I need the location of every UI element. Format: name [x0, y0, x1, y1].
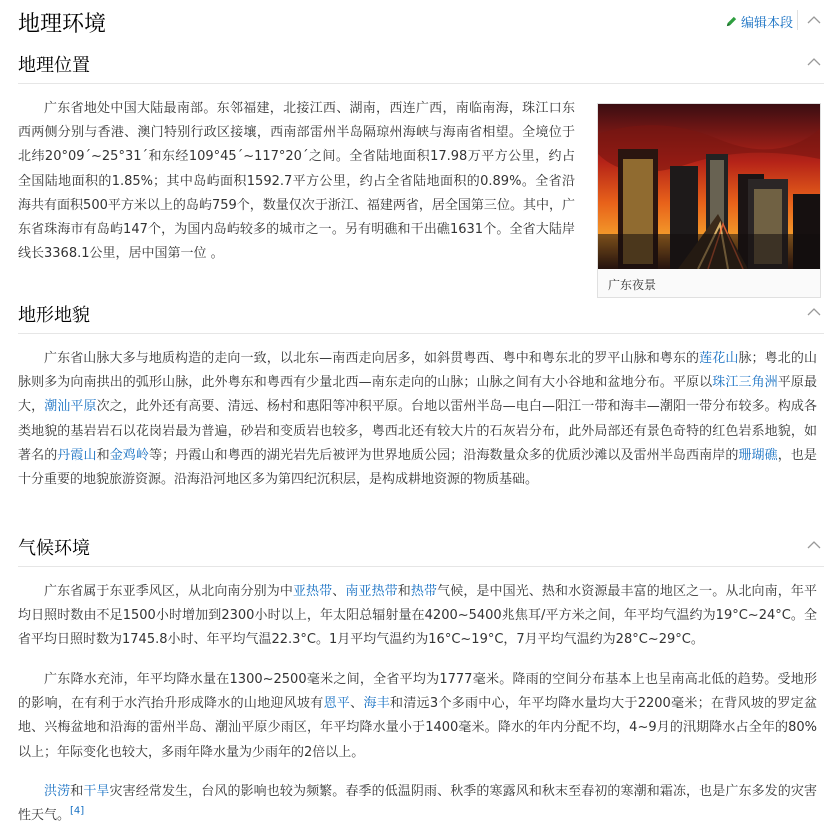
link-haifeng[interactable]: 海丰	[363, 696, 391, 712]
section-divider	[18, 83, 824, 84]
text-run: 等；丹霞山和粤西的湖光岩先后被评为世界地质公园；沿海数量众多的优质沙滩以及雷州半岛西南岸的	[149, 447, 739, 463]
link-coral-reef[interactable]: 珊瑚礁	[738, 447, 778, 463]
chevron-up-icon[interactable]	[807, 308, 821, 316]
link-subtropical[interactable]: 亚热带	[292, 584, 333, 599]
edit-section-button[interactable]	[725, 12, 793, 31]
link-jinjiling[interactable]: 金鸡岭	[109, 447, 149, 463]
text-run: ，也是十分重要的地貌旅游资源。沿海沿河地区多为第四纪沉积层，是构成耕地资源的物质基础。	[18, 447, 817, 488]
text-run: 广东省山脉大多与地质构造的走向一致，以北东—南西走向居多，如斜贯粤西、粤中和粤东北的罗平山脉和粤东的	[44, 351, 700, 366]
text-run: 平原最大，	[18, 375, 817, 415]
text-run: 和	[397, 584, 411, 599]
text-run: 和	[70, 784, 84, 799]
section-divider	[18, 566, 824, 567]
text-run: 广东降水充沛，年平均降水量在1300~2500毫米之间，全省平均为1777毫米。降雨的空间分布基本上也呈南高北低的趋势。受地形的影响，在有利于水汽抬升形成降水的山地迎风坡有	[18, 672, 817, 712]
link-lianhuashan[interactable]: 莲花山	[699, 351, 739, 366]
section-divider	[18, 333, 824, 334]
link-drought[interactable]: 干旱	[83, 784, 110, 799]
chevron-up-icon[interactable]	[807, 541, 821, 549]
link-tropical[interactable]: 热带	[410, 584, 438, 599]
link-flood[interactable]: 洪涝	[44, 784, 71, 799]
text-run: 和清远3个多雨中心，年平均降水量均大于2200毫米；在背风坡的罗定盆地、兴梅盆地和沿海的雷州半岛、潮汕平原少雨区，年平均降水量小于1400毫米。降水的年内分配不均，4~9月的汛期降水占全年的80%以上；年际变化也较大，多雨年降水量为少雨年的2倍以上。	[18, 696, 817, 760]
paragraph-climate-1	[18, 580, 817, 653]
text-run: 次之，此外还有高要、清远、杨村和惠阳等冲积平原。台地以雷州半岛—电白—阳江一带和海丰—潮阳一带分布较多。构成各类地貌的基岩岩石以花岗岩最为普遍，砂岩和变质岩也较多，粤西北还有较大片的石灰岩分布，此外局部还有景色奇特的红色岩系地貌，如著名的	[18, 399, 817, 463]
link-enping[interactable]: 恩平	[323, 696, 351, 712]
chevron-up-icon[interactable]	[807, 58, 821, 66]
page-title: 地理环境	[18, 12, 107, 37]
text-run: 、	[332, 584, 346, 599]
figure-night-view[interactable]	[597, 103, 821, 298]
section-heading-climate: 气候环境	[18, 538, 90, 559]
text-run: 和	[96, 447, 110, 463]
paragraph-location: 广东省地处中国大陆最南部。东邻福建，北接江西、湖南，西连广西，南临南海，珠江口东西两侧分别与香港、澳门特别行政区接壤，西南部雷州半岛隔琼州海峡与海南省相望。全境位于北纬20°09´~25°31´和东经109°45´~117°20´之间。全省陆地面积17.98万平方公里，约占全国陆地面积的1.85%；其中岛屿面积1592.7平方公里，约占全省陆地面积的0.89%。全省沿海共有面积500平方米以上的岛屿759个，数量仅次于浙江、福建两省，居全国第三位。其中，广东省珠海市有岛屿147个，为国内岛屿较多的城市之一。另有明礁和干出礁1631个。全省大陆岸线长3368.1公里，居中国第一位 。	[18, 101, 575, 262]
section-heading-terrain: 地形地貌	[18, 305, 90, 326]
paragraph-terrain	[18, 347, 817, 492]
edit-section-label: 编辑本段	[741, 16, 794, 31]
pencil-icon	[725, 15, 738, 28]
paragraph-climate-3	[18, 780, 817, 828]
link-pearl-river-delta[interactable]: 珠江三角洲	[712, 375, 778, 391]
paragraph-climate-2	[18, 668, 817, 765]
text-run: 气候，是中国光、热和水资源最丰富的地区之一。从北向南，年平均日照时数由不足1500小时增加到2300小时以上，年太阳总辐射量在4200~5400兆焦耳/平方米之间，年平均气温约为19°C~24°C。全省平均日照时数为1745.8小时、年平均气温22.3°C。1月平均气温约为16°C~19°C，7月平均气温约为28°C~29°C。	[18, 584, 817, 648]
toolbar-divider	[797, 10, 798, 30]
link-chaoshan-plain[interactable]: 潮汕平原	[44, 399, 97, 415]
city-night-photo	[598, 104, 820, 269]
link-south-subtropical[interactable]: 南亚热带	[345, 584, 398, 599]
figure-caption: 广东夜景	[608, 278, 657, 292]
text-run: 脉；粤北的山脉则多为向南拱出的弧形山脉，此外粤东和粤西有少量北西—南东走向的山脉；山脉之间有大小谷地和盆地分布。平原以	[18, 351, 817, 391]
text-run: 灾害经常发生，台风的影响也较为频繁。春季的低温阴雨、秋季的寒露风和秋末至春初的寒潮和霜冻，也是广东多发的灾害性天气。	[18, 784, 817, 824]
section-heading-location: 地理位置	[18, 55, 90, 76]
chevron-up-icon[interactable]	[807, 16, 821, 24]
text-run: 广东省属于东亚季风区，从北向南分别为中	[44, 584, 293, 599]
reference-link[interactable]: [4]	[70, 805, 85, 817]
link-danxiashan[interactable]: 丹霞山	[57, 447, 97, 463]
text-run: 、	[350, 696, 364, 712]
